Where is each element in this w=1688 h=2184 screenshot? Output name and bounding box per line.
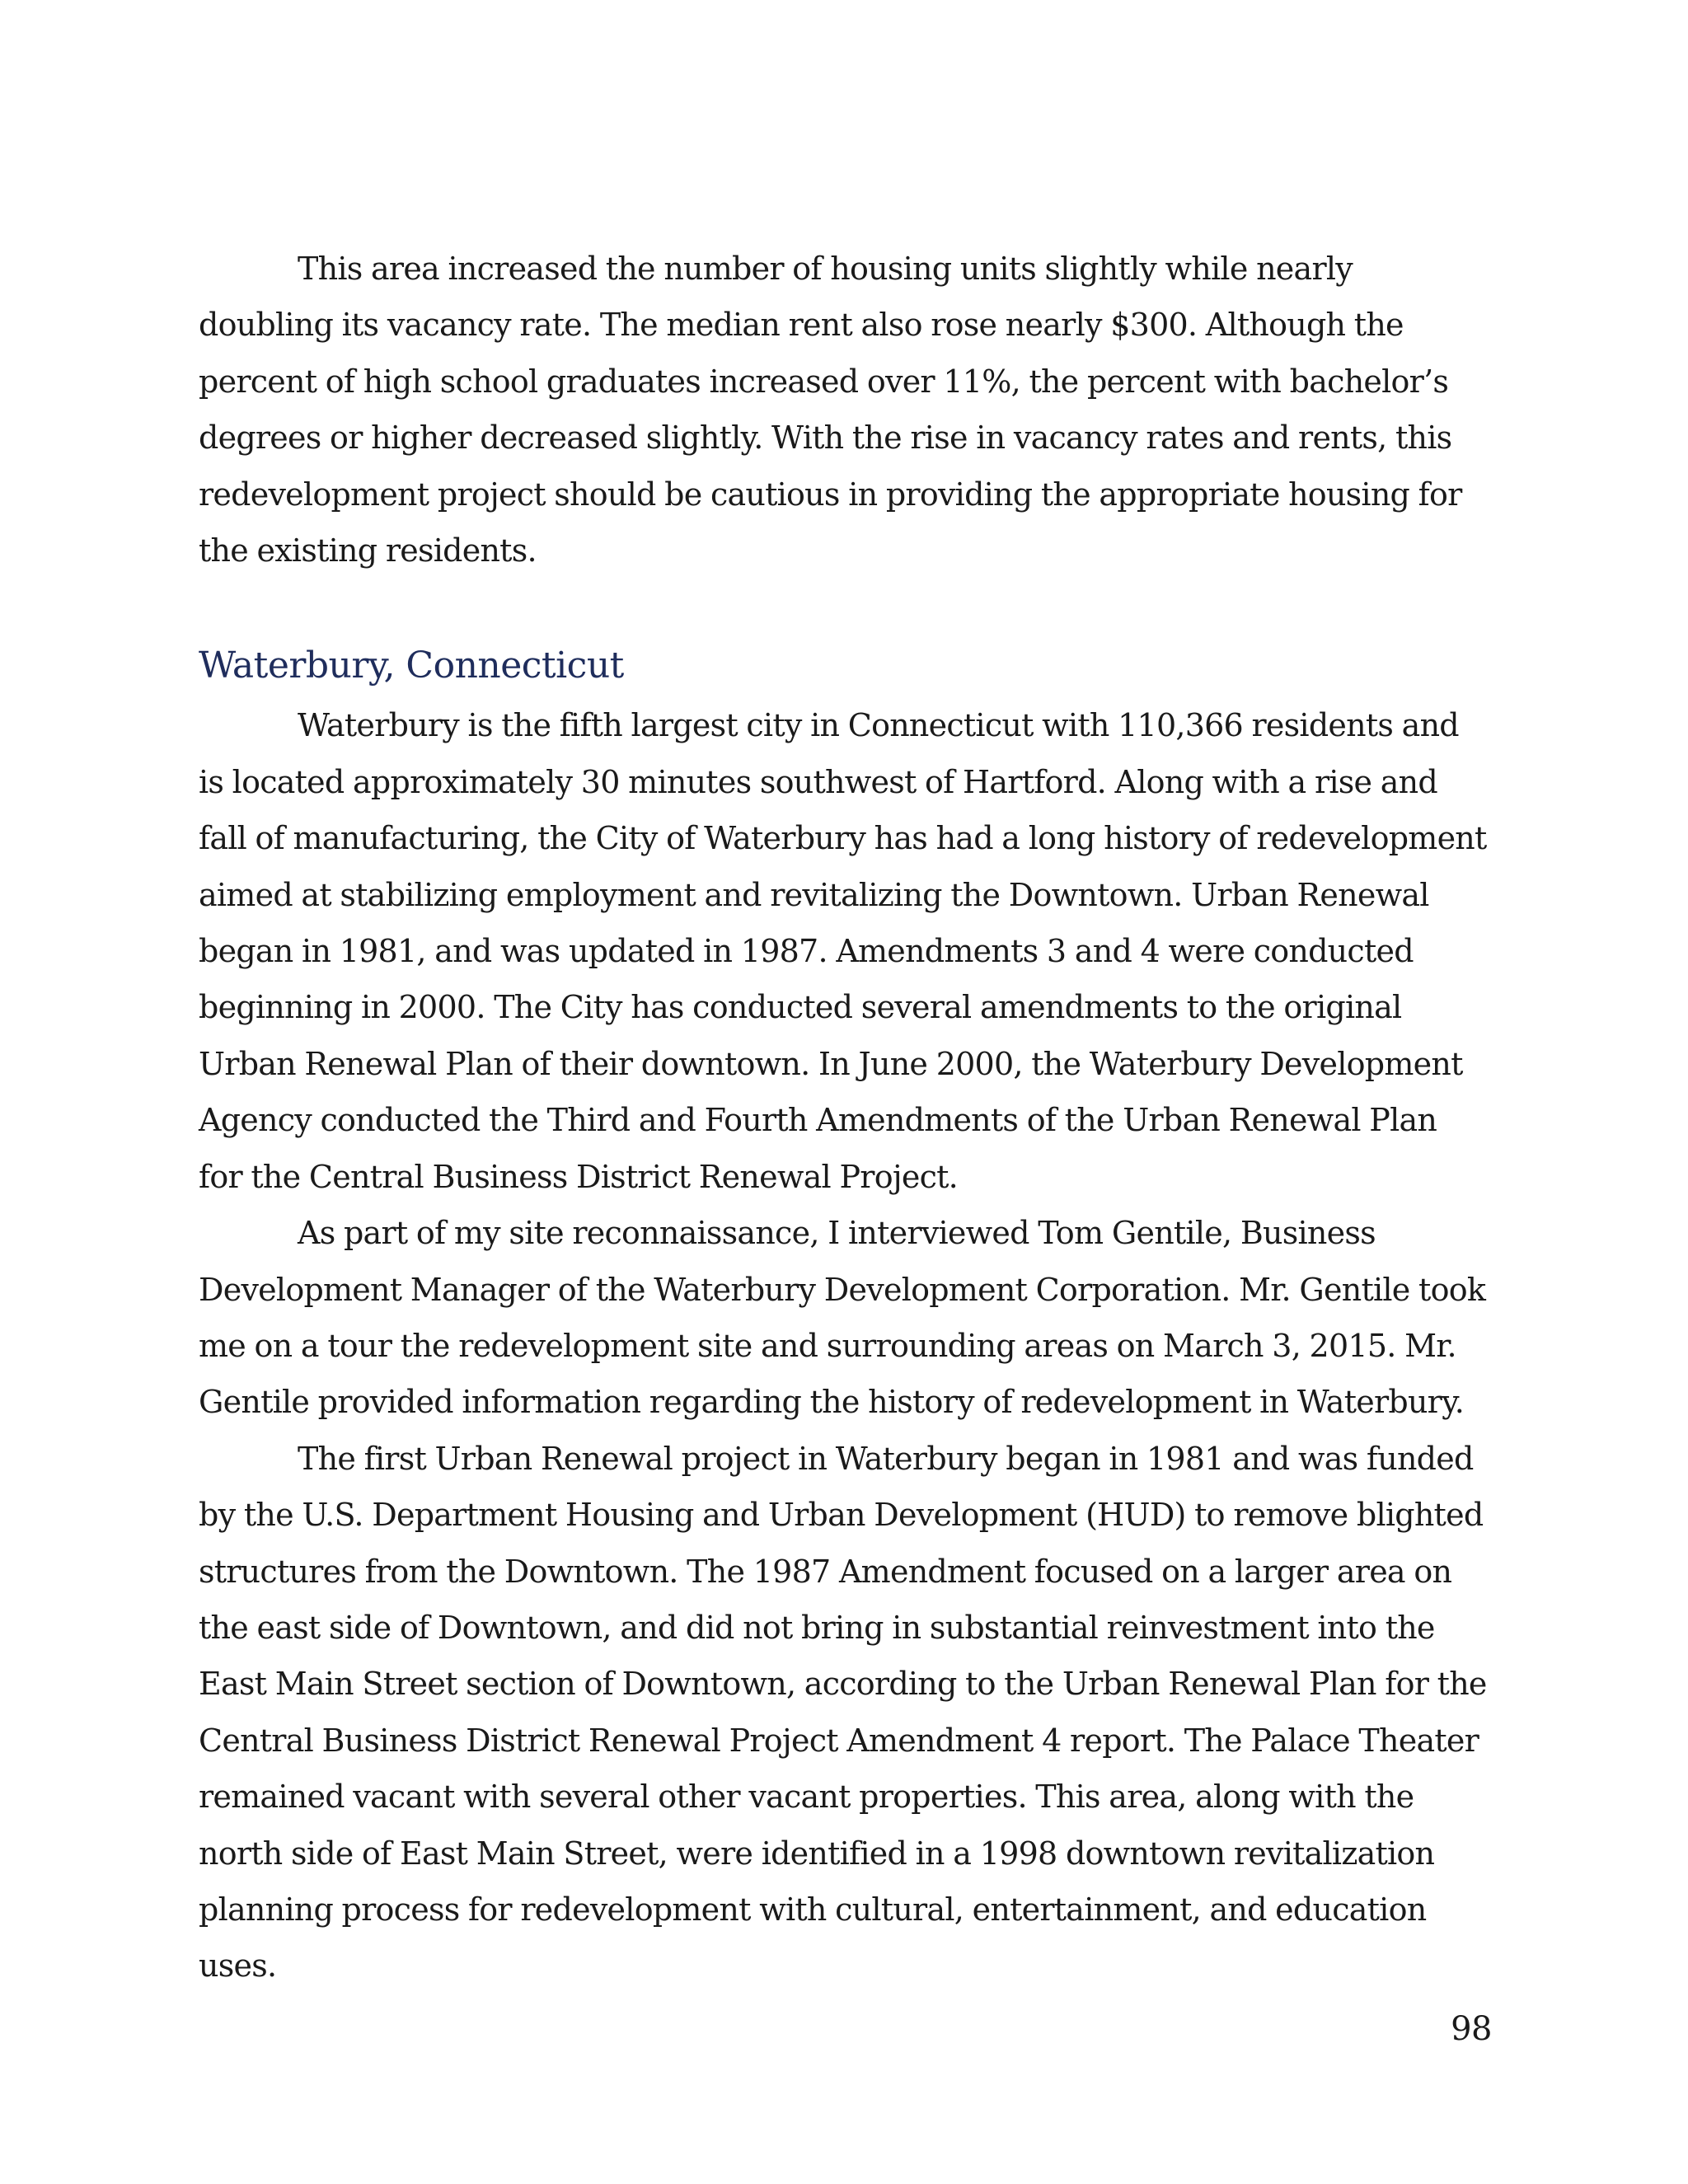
body-paragraph-waterbury-overview: Waterbury is the fifth largest city in Connecticut with 110,366 residents and is located approximately 30 minutes southwest of Hartford. Along with a rise and fall of manufacturing, the City of Waterbury has had a long history of redevelopment aimed at stabilizing employment and revitalizing the Downtown. Urban Renewal began in 1981, and was updated in 1987. Amendments 3 and 4 were conducted beginning in 2000. The City has conducted several amendments to the original Urban Renewal Plan of their downtown. In June 2000, the Waterbury Development Agency conducted the Third and Fourth Amendments of the Urban Renewal Plan for the Central Business District Renewal Project. — [199, 707, 1487, 1195]
page-number: 98 — [1451, 2010, 1492, 2048]
body-paragraph-housing-summary: This area increased the number of housing units slightly while nearly doubling its vacancy rate. The median rent also rose nearly $300. Although the percent of high school graduates increased over 11%, the percent with bachelor’s degrees or higher decreased slightly. With the rise in vacancy rates and rents, this redevelopment project should be cautious in providing the appropriate housing for the existing residents. — [199, 251, 1462, 569]
section-heading-waterbury: Waterbury, Connecticut — [199, 644, 624, 687]
page-content — [199, 241, 1489, 1994]
body-paragraph-site-reconnaissance: As part of my site reconnaissance, I interviewed Tom Gentile, Business Development Manager of the Waterbury Development Corporation. Mr. Gentile took me on a tour the redevelopment site and surrounding areas on March 3, 2015. Mr. Gentile provided information regarding the history of redevelopment in Waterbury. — [199, 1215, 1486, 1421]
body-paragraph-urban-renewal-history: The first Urban Renewal project in Waterbury began in 1981 and was funded by the U.S. Department Housing and Urban Development (HUD) to remove blighted structures from the Downtown. The 1987 Amendment focused on a larger area on the east side of Downtown, and did not bring in substantial reinvestment into the East Main Street section of Downtown, according to the Urban Renewal Plan for the Central Business District Renewal Project Amendment 4 report. The Palace Theater remained vacant with several other vacant properties. This area, along with the north side of East Main Street, were identified in a 1998 downtown revitalization planning process for redevelopment with cultural, entertainment, and education uses. — [199, 1440, 1487, 1985]
